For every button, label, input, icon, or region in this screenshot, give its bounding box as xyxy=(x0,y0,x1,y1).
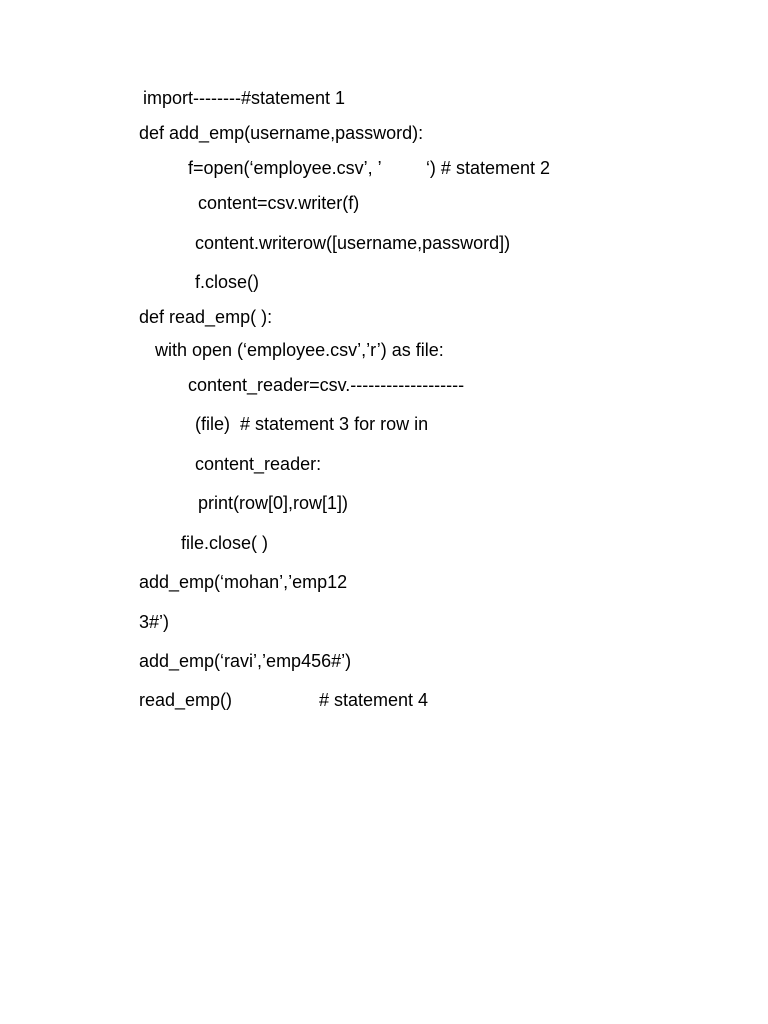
code-line-import: import--------#statement 1 xyxy=(143,88,346,108)
code-line-def-add-emp: def add_emp(username,password): xyxy=(139,123,424,143)
code-line-writerow: content.writerow([username,password]) xyxy=(195,233,511,253)
code-line-csv-writer: content=csv.writer(f) xyxy=(198,193,360,213)
code-line-f-close: f.close() xyxy=(195,272,260,292)
code-line-content-reader: content_reader=csv.------------------- xyxy=(188,375,465,395)
code-line-read-emp-call: read_emp() xyxy=(139,690,233,710)
code-line-print-row: print(row[0],row[1]) xyxy=(198,493,349,513)
code-line-add-emp-mohan: add_emp(‘mohan’,’emp12 xyxy=(139,572,348,592)
code-line-add-emp-ravi: add_emp(‘ravi’,’emp456#’) xyxy=(139,651,352,671)
code-line-def-read-emp: def read_emp( ): xyxy=(139,307,273,327)
code-line-statement-3: (file) # statement 3 for row in xyxy=(195,414,429,434)
code-line-add-emp-mohan-cont: 3#’) xyxy=(139,612,170,632)
code-line-content-reader-loop: content_reader: xyxy=(195,454,322,474)
code-line-with-open: with open (‘employee.csv’,’r’) as file: xyxy=(155,340,444,360)
code-line-file-close: file.close( ) xyxy=(181,533,269,553)
code-comment-statement-4: # statement 4 xyxy=(319,690,429,710)
code-line-open-statement-2: f=open(‘employee.csv’, ’ ‘) # statement 2 xyxy=(188,158,550,178)
